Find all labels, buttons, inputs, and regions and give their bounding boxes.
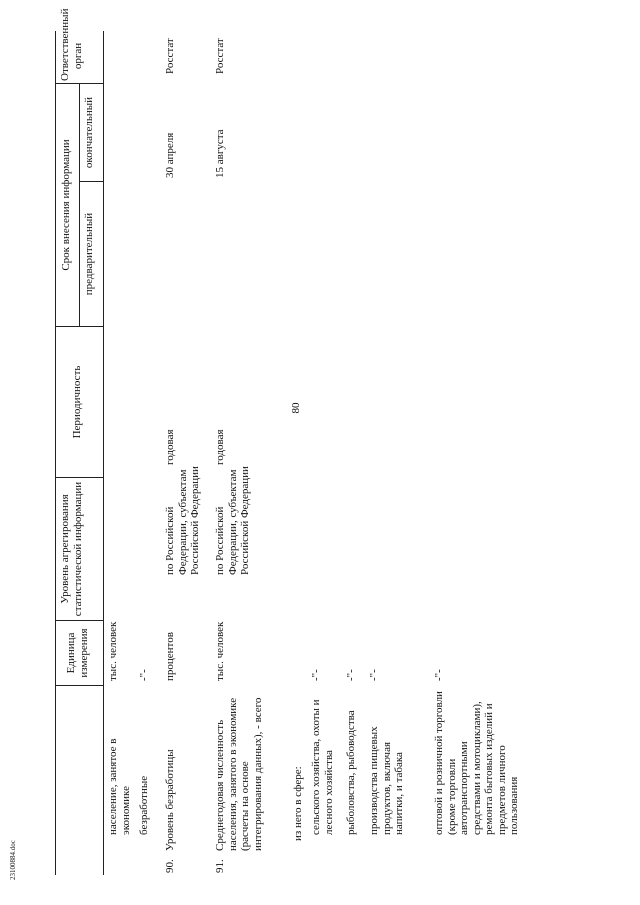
row-food-production-unit: -"- [368, 669, 380, 681]
header-final: окончательный [83, 96, 95, 169]
header-preliminary: предварительный [83, 212, 95, 296]
header-bottom-border [103, 31, 104, 875]
row-91-subheader: из него в сфере: [292, 766, 304, 841]
row-91-aggregation: по Российской Федерации, субъектам Российской Федерации [214, 466, 251, 575]
col-divider-4 [55, 326, 103, 327]
header-aggregation: Уровень агрегирования статистической информации [59, 481, 84, 617]
row-unemployed-name: безработные [138, 775, 150, 835]
col-divider-2 [55, 620, 103, 621]
row-90-final: 30 апреля [164, 132, 176, 178]
row-trade-name: оптовой и розничной торговли (кроме торговли автотранспортными средствами и мотоциклами), ремонта бытовых изделий и предметов личного пользования [433, 691, 520, 835]
header-unit: Единица измерения [65, 628, 90, 678]
row-90-aggregation: по Российской Федерации, субъектам Российской Федерации [164, 466, 201, 575]
row-fishery-unit: -"- [345, 669, 357, 681]
col-divider-1 [55, 685, 103, 686]
header-periodicity: Периодичность [71, 365, 83, 439]
table-top-border [55, 31, 56, 875]
row-91-periodicity: годовая [214, 429, 226, 465]
row-90-periodicity: годовая [164, 429, 176, 465]
statistics-table [55, 8, 625, 875]
row-91-name: Среднегодовая численность населения, занятого в экономике (расчеты на основе интегрирования данных), - всего [214, 697, 264, 851]
header-responsible: Ответственный орган [59, 8, 84, 81]
row-agriculture-name: сельского хозяйства, охоты и лесного хозяйства [310, 699, 335, 835]
header-deadline: Срок внесения информации [60, 139, 72, 271]
row-90-name: Уровень безработицы [164, 749, 176, 851]
row-fishery-name: рыболовства, рыбоводства [345, 710, 357, 835]
col-divider-6 [55, 83, 103, 84]
row-employed-unit: тыс. человек [107, 621, 119, 681]
deadline-subheader-line [79, 84, 80, 327]
col-divider-3 [55, 477, 103, 478]
row-trade-unit: -"- [433, 669, 445, 681]
row-employed-name: население, занятое в экономике [107, 738, 132, 835]
row-unemployed-unit: -"- [138, 669, 150, 681]
row-agriculture-unit: -"- [310, 669, 322, 681]
row-91-responsible: Росстат [214, 38, 226, 74]
row-91-number: 91. [214, 859, 226, 873]
row-90-responsible: Росстат [164, 38, 176, 74]
row-food-production-name: производства пищевых продуктов, включая напитки, и табака [368, 726, 405, 835]
row-91-final: 15 августа [214, 129, 226, 178]
row-91-unit: тыс. человек [214, 621, 226, 681]
row-90-number: 90. [164, 859, 176, 873]
row-90-unit: процентов [164, 632, 176, 681]
page-number: 80 [290, 402, 302, 414]
col-divider-5 [79, 181, 103, 182]
document-code: 23100884.doc [9, 840, 17, 880]
